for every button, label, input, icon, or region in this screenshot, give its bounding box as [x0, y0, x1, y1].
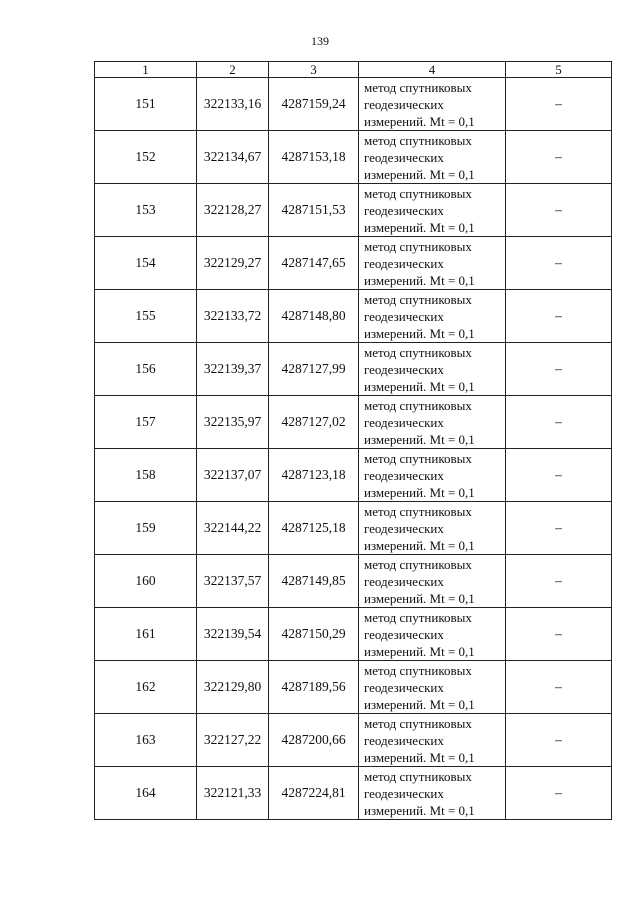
- note-cell: –: [506, 502, 612, 555]
- method-line: метод спутниковых: [364, 185, 472, 201]
- method-cell: [359, 131, 506, 184]
- x-coordinate-cell: 322139,37: [197, 343, 269, 396]
- column-header: 4: [359, 62, 506, 78]
- method-cell: [359, 661, 506, 714]
- table-row: [95, 608, 612, 661]
- note-cell: –: [506, 131, 612, 184]
- y-coordinate-cell: 4287127,99: [269, 343, 359, 396]
- table-row: [95, 767, 612, 820]
- method-line: геодезических: [364, 361, 444, 377]
- method-line: измерений. Mt = 0,1: [364, 484, 475, 500]
- method-cell: [359, 555, 506, 608]
- y-coordinate-cell: 4287127,02: [269, 396, 359, 449]
- x-coordinate-cell: 322144,22: [197, 502, 269, 555]
- column-header: 5: [506, 62, 612, 78]
- method-line: метод спутниковых: [364, 132, 472, 148]
- point-number-cell: 153: [95, 184, 197, 237]
- method-line: геодезических: [364, 467, 444, 483]
- method-line: измерений. Mt = 0,1: [364, 749, 475, 765]
- method-line: измерений. Mt = 0,1: [364, 219, 475, 235]
- point-number-cell: 154: [95, 237, 197, 290]
- x-coordinate-cell: 322134,67: [197, 131, 269, 184]
- method-line: измерений. Mt = 0,1: [364, 166, 475, 182]
- point-number-cell: 158: [95, 449, 197, 502]
- table-row: [95, 184, 612, 237]
- method-cell: [359, 502, 506, 555]
- table-row: [95, 396, 612, 449]
- method-line: геодезических: [364, 785, 444, 801]
- point-number-cell: 163: [95, 714, 197, 767]
- method-line: измерений. Mt = 0,1: [364, 113, 475, 129]
- table-row: [95, 449, 612, 502]
- table-row: [95, 502, 612, 555]
- method-line: геодезических: [364, 626, 444, 642]
- note-cell: –: [506, 449, 612, 502]
- method-line: измерений. Mt = 0,1: [364, 272, 475, 288]
- table-row: [95, 343, 612, 396]
- method-line: метод спутниковых: [364, 556, 472, 572]
- x-coordinate-cell: 322137,07: [197, 449, 269, 502]
- x-coordinate-cell: 322137,57: [197, 555, 269, 608]
- method-line: геодезических: [364, 573, 444, 589]
- table-row: [95, 290, 612, 343]
- note-cell: –: [506, 184, 612, 237]
- method-line: геодезических: [364, 202, 444, 218]
- method-cell: [359, 184, 506, 237]
- method-line: измерений. Mt = 0,1: [364, 537, 475, 553]
- method-line: метод спутниковых: [364, 768, 472, 784]
- method-line: метод спутниковых: [364, 79, 472, 95]
- method-line: метод спутниковых: [364, 238, 472, 254]
- column-header: 2: [197, 62, 269, 78]
- table-body: [95, 78, 612, 820]
- point-number-cell: 152: [95, 131, 197, 184]
- method-line: метод спутниковых: [364, 397, 472, 413]
- y-coordinate-cell: 4287150,29: [269, 608, 359, 661]
- y-coordinate-cell: 4287200,66: [269, 714, 359, 767]
- method-line: геодезических: [364, 679, 444, 695]
- point-number-cell: 162: [95, 661, 197, 714]
- method-cell: [359, 608, 506, 661]
- y-coordinate-cell: 4287123,18: [269, 449, 359, 502]
- table-row: [95, 555, 612, 608]
- table-row: [95, 131, 612, 184]
- method-line: метод спутниковых: [364, 715, 472, 731]
- method-cell: [359, 237, 506, 290]
- method-line: измерений. Mt = 0,1: [364, 431, 475, 447]
- point-number-cell: 151: [95, 78, 197, 131]
- point-number-cell: 161: [95, 608, 197, 661]
- y-coordinate-cell: 4287189,56: [269, 661, 359, 714]
- x-coordinate-cell: 322127,22: [197, 714, 269, 767]
- method-cell: [359, 78, 506, 131]
- point-number-cell: 155: [95, 290, 197, 343]
- x-coordinate-cell: 322139,54: [197, 608, 269, 661]
- method-cell: [359, 449, 506, 502]
- method-line: метод спутниковых: [364, 662, 472, 678]
- method-cell: [359, 396, 506, 449]
- method-cell: [359, 714, 506, 767]
- method-line: метод спутниковых: [364, 291, 472, 307]
- x-coordinate-cell: 322129,80: [197, 661, 269, 714]
- column-header: 1: [95, 62, 197, 78]
- table-row: [95, 237, 612, 290]
- y-coordinate-cell: 4287153,18: [269, 131, 359, 184]
- x-coordinate-cell: 322128,27: [197, 184, 269, 237]
- method-line: измерений. Mt = 0,1: [364, 802, 475, 818]
- y-coordinate-cell: 4287148,80: [269, 290, 359, 343]
- table-header-row: [95, 62, 612, 78]
- x-coordinate-cell: 322135,97: [197, 396, 269, 449]
- note-cell: –: [506, 343, 612, 396]
- page-number: 139: [311, 34, 329, 48]
- note-cell: –: [506, 714, 612, 767]
- coordinates-table: [94, 61, 612, 820]
- note-cell: –: [506, 555, 612, 608]
- x-coordinate-cell: 322129,27: [197, 237, 269, 290]
- note-cell: –: [506, 78, 612, 131]
- column-header: 3: [269, 62, 359, 78]
- table-row: [95, 714, 612, 767]
- y-coordinate-cell: 4287151,53: [269, 184, 359, 237]
- table-row: [95, 78, 612, 131]
- method-line: геодезических: [364, 308, 444, 324]
- y-coordinate-cell: 4287125,18: [269, 502, 359, 555]
- method-line: измерений. Mt = 0,1: [364, 325, 475, 341]
- point-number-cell: 160: [95, 555, 197, 608]
- method-line: геодезических: [364, 414, 444, 430]
- method-cell: [359, 767, 506, 820]
- note-cell: –: [506, 608, 612, 661]
- method-line: геодезических: [364, 732, 444, 748]
- method-line: метод спутниковых: [364, 503, 472, 519]
- method-line: метод спутниковых: [364, 344, 472, 360]
- method-line: геодезических: [364, 255, 444, 271]
- note-cell: –: [506, 767, 612, 820]
- point-number-cell: 157: [95, 396, 197, 449]
- note-cell: –: [506, 290, 612, 343]
- method-cell: [359, 290, 506, 343]
- x-coordinate-cell: 322133,72: [197, 290, 269, 343]
- y-coordinate-cell: 4287149,85: [269, 555, 359, 608]
- note-cell: –: [506, 237, 612, 290]
- x-coordinate-cell: 322133,16: [197, 78, 269, 131]
- method-cell: [359, 343, 506, 396]
- y-coordinate-cell: 4287224,81: [269, 767, 359, 820]
- method-line: геодезических: [364, 96, 444, 112]
- method-line: метод спутниковых: [364, 450, 472, 466]
- method-line: измерений. Mt = 0,1: [364, 378, 475, 394]
- method-line: метод спутниковых: [364, 609, 472, 625]
- point-number-cell: 164: [95, 767, 197, 820]
- note-cell: –: [506, 661, 612, 714]
- x-coordinate-cell: 322121,33: [197, 767, 269, 820]
- point-number-cell: 159: [95, 502, 197, 555]
- method-line: измерений. Mt = 0,1: [364, 696, 475, 712]
- note-cell: –: [506, 396, 612, 449]
- method-line: геодезических: [364, 149, 444, 165]
- table-row: [95, 661, 612, 714]
- y-coordinate-cell: 4287159,24: [269, 78, 359, 131]
- y-coordinate-cell: 4287147,65: [269, 237, 359, 290]
- method-line: измерений. Mt = 0,1: [364, 590, 475, 606]
- method-line: геодезических: [364, 520, 444, 536]
- method-line: измерений. Mt = 0,1: [364, 643, 475, 659]
- point-number-cell: 156: [95, 343, 197, 396]
